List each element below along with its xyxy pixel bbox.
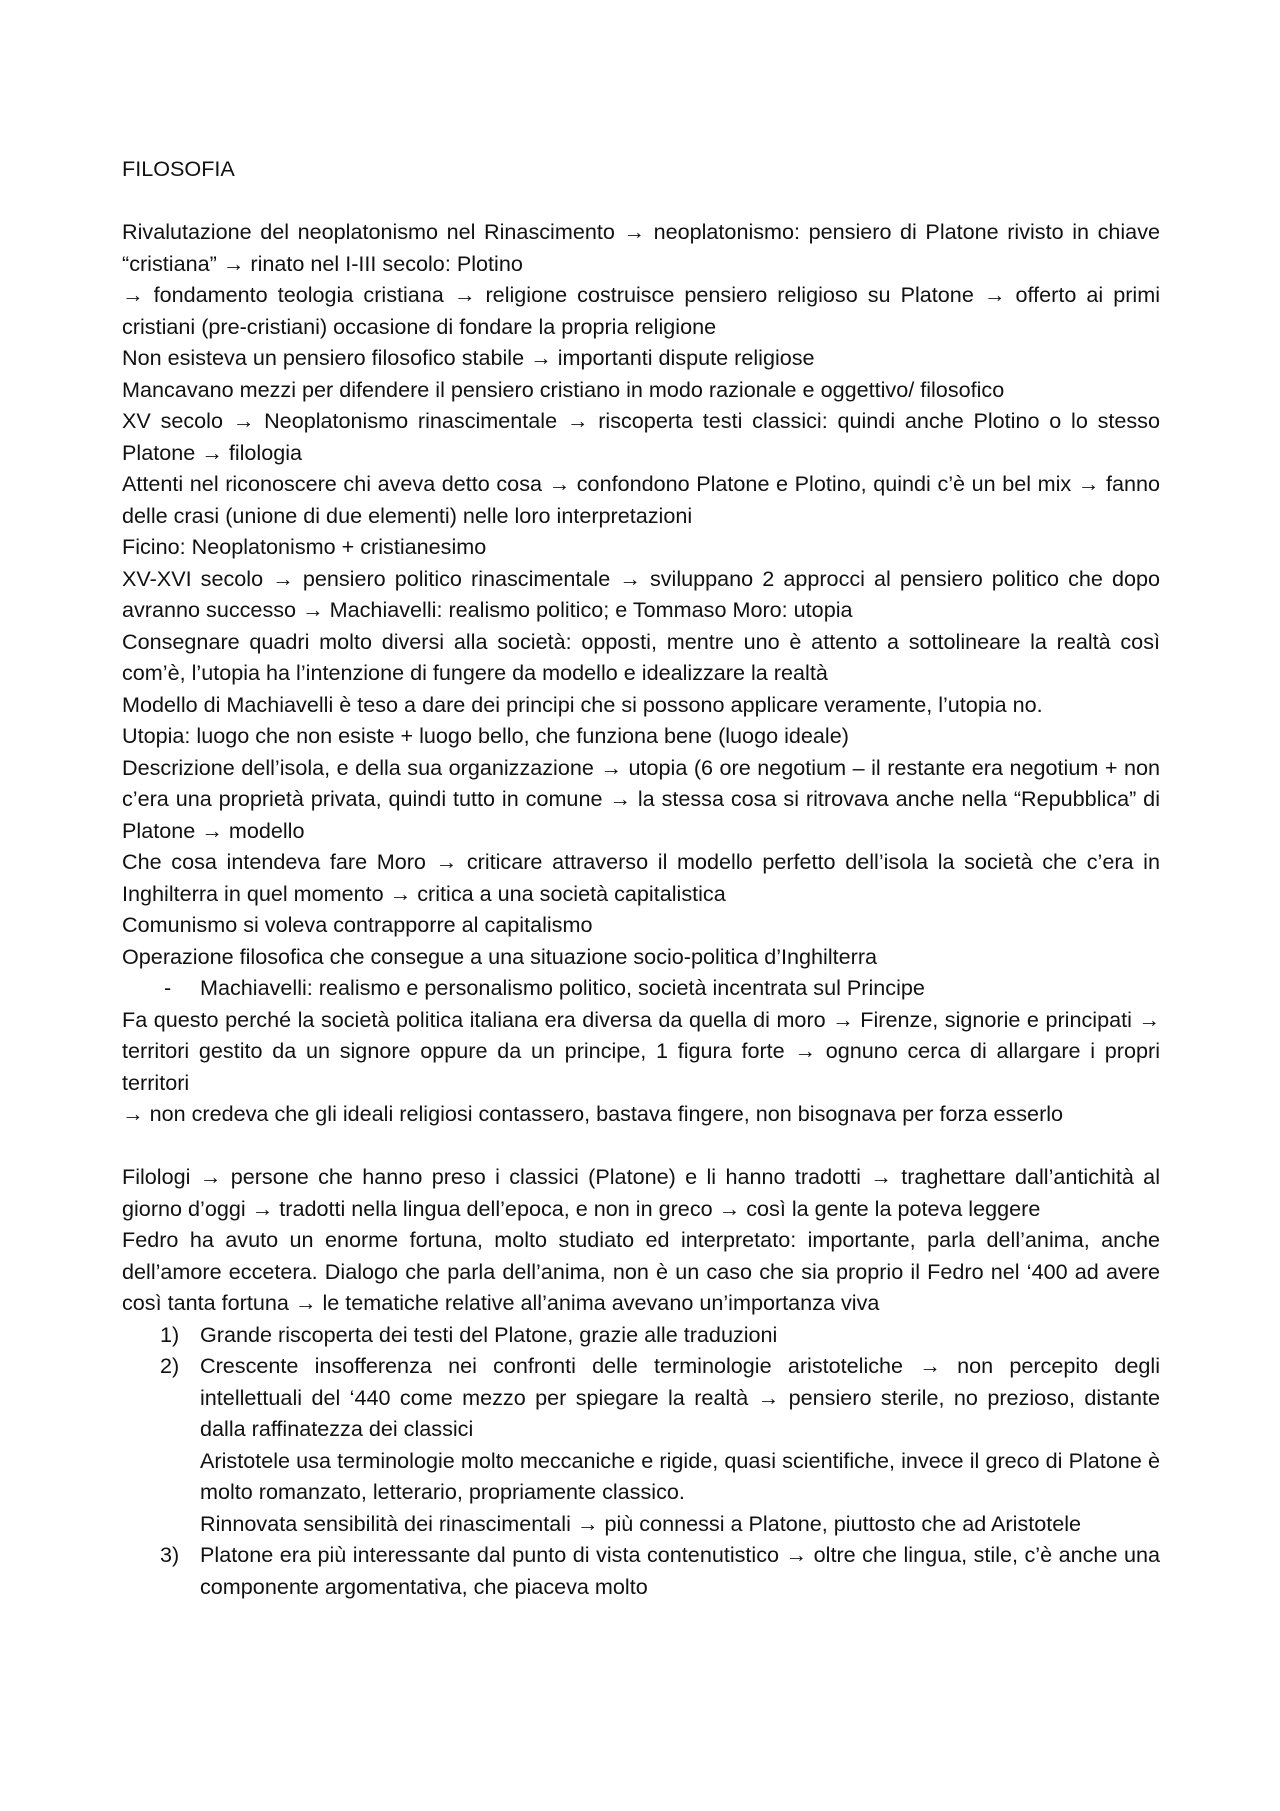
document-title: FILOSOFIA xyxy=(122,156,235,181)
bullet-item xyxy=(122,972,1160,1004)
paragraph: Attenti nel riconoscere chi aveva detto cosa → confondono Platone e Plotino, quindi c’è un bel mix → fanno delle crasi (unione di due elementi) nelle loro interpretazioni xyxy=(122,471,1160,528)
numbered-item xyxy=(122,1539,1160,1602)
paragraph: → fondamento teologia cristiana → religione costruisce pensiero religioso su Platone → offerto ai primi cristiani (pre-cristiani) occasione di fondare la propria religione xyxy=(122,282,1160,339)
paragraph: → non credeva che gli ideali religiosi contassero, bastava fingere, non bisognava per forza esserlo xyxy=(122,1101,1064,1126)
paragraph: Filologi → persone che hanno preso i classici (Platone) e li hanno tradotti → traghettare dall’antichità al giorno d’oggi → tradotti nella lingua dell’epoca, e non in greco → così la gente la poteva leggere xyxy=(122,1164,1160,1221)
paragraph: Consegnare quadri molto diversi alla società: opposti, mentre uno è attento a sottolineare la realtà così com’è, l’utopia ha l’intenzione di fungere da modello e idealizzare la realtà xyxy=(122,628,1160,685)
bullet-text: Machiavelli: realismo e personalismo politico, società incentrata sul Principe xyxy=(200,975,925,1000)
numbered-marker: 2) xyxy=(160,1353,180,1378)
numbered-paragraph: Grande riscoperta dei testi del Platone, grazie alle traduzioni xyxy=(200,1321,778,1347)
paragraph: Comunismo si voleva contrapporre al capitalismo xyxy=(122,912,593,937)
paragraph: Mancavano mezzi per difendere il pensiero cristiano in modo razionale e oggettivo/ filosofico xyxy=(122,376,1005,402)
numbered-body xyxy=(200,1350,1160,1539)
paragraph: Operazione filosofica che consegue a una situazione socio-politica d’Inghilterra xyxy=(122,943,878,969)
paragraph: Modello di Machiavelli è teso a dare dei principi che si possono applicare veramente, l’utopia no. xyxy=(122,691,1043,717)
paragraph: Ficino: Neoplatonismo + cristianesimo xyxy=(122,534,487,559)
paragraph: Rivalutazione del neoplatonismo nel Rinascimento → neoplatonismo: pensiero di Platone rivisto in chiave “cristiana” → rinato nel I-III secolo: Plotino xyxy=(122,219,1160,276)
numbered-item xyxy=(122,1350,1160,1539)
paragraph: Descrizione dell’isola, e della sua organizzazione → utopia (6 ore negotium – il restante era negotium + non c’era una proprietà privata, quindi tutto in comune → la stessa cosa si ritrovava anche nella “Repubblica” di Platone → modello xyxy=(122,754,1160,843)
paragraph: Fa questo perché la società politica italiana era diversa da quella di moro → Firenze, signorie e principati → territori gestito da un signore oppure da un principe, 1 figura forte → ognuno cerca di allargare i propri territori xyxy=(122,1006,1160,1095)
paragraph: XV secolo → Neoplatonismo rinascimentale → riscoperta testi classici: quindi anche Plotino o lo stesso Platone → filologia xyxy=(122,408,1160,465)
bullet-marker: - xyxy=(164,975,172,1000)
numbered-marker: 1) xyxy=(160,1321,180,1347)
paragraph: Fedro ha avuto un enorme fortuna, molto studiato ed interpretato: importante, parla dell’anima, anche dell’amore eccetera. Dialogo che parla dell’anima, non è un caso che sia proprio il Fedro nel ‘400 ad avere così tanta fortuna → le tematiche relative all’anima avevano un’importanza viva xyxy=(122,1227,1160,1315)
numbered-body xyxy=(200,1319,1160,1351)
paragraph: XV-XVI secolo → pensiero politico rinascimentale → sviluppano 2 approcci al pensiero politico che dopo avranno successo → Machiavelli: realismo politico; e Tommaso Moro: utopia xyxy=(122,565,1160,622)
numbered-paragraph: Crescente insofferenza nei confronti delle terminologie aristoteliche → non percepito degli intellettuali del ‘440 come mezzo per spiegare la realtà → pensiero sterile, no prezioso, distante dalla raffinatezza dei classici xyxy=(200,1353,1160,1441)
numbered-paragraph: Platone era più interessante dal punto di vista contenutistico → oltre che lingua, stile, c’è anche una componente argomentativa, che piaceva molto xyxy=(200,1542,1160,1599)
numbered-item xyxy=(122,1319,1160,1351)
numbered-marker: 3) xyxy=(160,1542,180,1567)
blank-line xyxy=(122,1130,1160,1162)
paragraph: Che cosa intendeva fare Moro → criticare attraverso il modello perfetto dell’isola la società che c’era in Inghilterra in quel momento → critica a una società capitalistica xyxy=(122,849,1160,906)
numbered-body xyxy=(200,1539,1160,1602)
paragraph: Non esisteva un pensiero filosofico stabile → importanti dispute religiose xyxy=(122,345,815,370)
numbered-paragraph: Rinnovata sensibilità dei rinascimentali → più connessi a Platone, piuttosto che ad Aristotele xyxy=(200,1510,1082,1536)
paragraph: Utopia: luogo che non esiste + luogo bello, che funziona bene (luogo ideale) xyxy=(122,723,849,748)
numbered-paragraph: Aristotele usa terminologie molto meccaniche e rigide, quasi scientifiche, invece il greco di Platone è molto romanzato, letterario, propriamente classico. xyxy=(200,1447,1160,1504)
